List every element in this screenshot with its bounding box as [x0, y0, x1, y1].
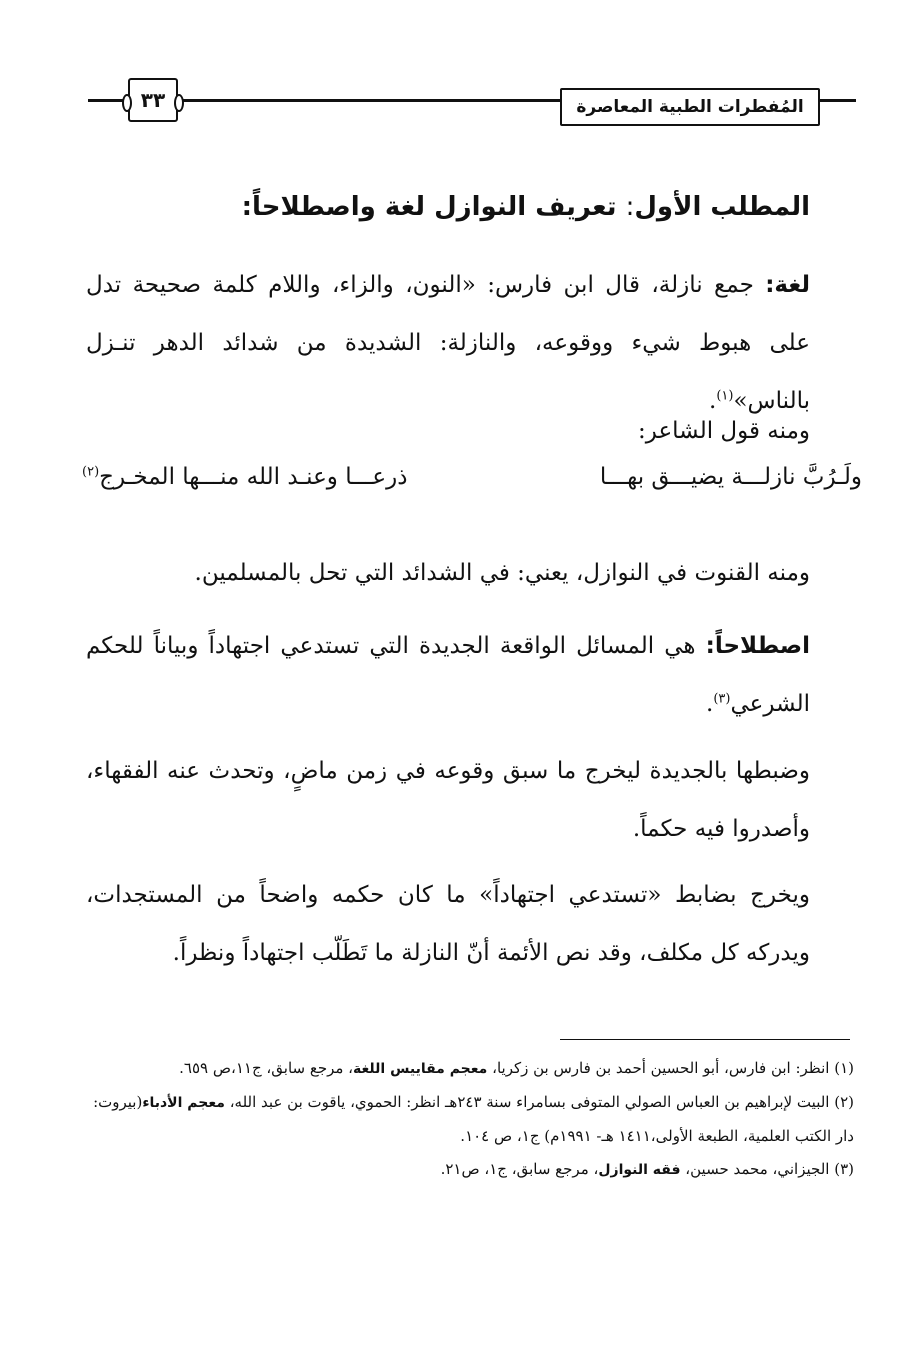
paragraph-yakhruj — [86, 866, 810, 982]
footnote-separator — [560, 1039, 850, 1040]
page-number — [128, 78, 178, 122]
footnote-ref: (٣) — [713, 691, 731, 707]
heading-separator: : — [625, 192, 635, 222]
header-rule — [820, 99, 856, 102]
istilah-text: هي المسائل الواقعة الجديدة التي تستدعي اجتهاداً وبياناً للحكم الشرعي — [86, 633, 810, 717]
footnote-text: ، مرجع سابق، ج١، ص٢١. — [440, 1160, 599, 1178]
footnote-text: (٢) البيت لإبراهيم بن العباس الصولي المتوفى بسامراء سنة ٢٤٣هـ انظر: الحموي، ياقوت بن عبد الله، — [224, 1093, 854, 1111]
poem-hemistich-second — [82, 464, 408, 490]
section-heading — [242, 192, 810, 222]
poem-hemistich-first — [600, 464, 862, 490]
paragraph-qunut — [86, 544, 810, 602]
footnote-text: (٣) الجيزاني، محمد حسين، — [680, 1160, 854, 1178]
footnotes — [80, 1052, 854, 1187]
running-title-text: المُفطرات الطبية المعاصرة — [576, 97, 804, 117]
footnote-text: (١) انظر: ابن فارس، أبو الحسين أحمد بن فارس بن زكريا، — [487, 1059, 854, 1077]
footnote-ref: (٢) — [82, 464, 100, 480]
footnote-3 — [80, 1153, 854, 1187]
lugha-label: لغة: — [765, 272, 810, 298]
poem-second-text: ذرعـــا وعنـد الله منـــها المخـرج — [99, 464, 408, 490]
paragraph-istilah — [86, 617, 810, 733]
lugha-text: جمع نازلة، قال ابن فارس: «النون، والزاء، واللام كلمة صحيحة تدل على هبوط شيء ووقوعه، والنازلة: الشديدة من شدائد الدهر تنـزل بالناس» — [86, 272, 810, 414]
paragraph-poet-intro — [86, 402, 810, 460]
poet-intro: ومنه قول الشاعر: — [638, 418, 810, 444]
lugha-end: . — [709, 388, 717, 414]
footnote-source-title: معجم مقاييس اللغة — [353, 1061, 488, 1077]
istilah-label: اصطلاحاً: — [705, 633, 811, 659]
footnote-ref: (١) — [716, 388, 734, 404]
footnote-source-title: فقه النوازل — [598, 1162, 681, 1178]
footnote-text: (بيروت: دار الكتب العلمية، الطبعة الأولى،١٤١١ هـ- ١٩٩١م) ج١، ص ١٠٤. — [93, 1093, 854, 1145]
footnote-1 — [80, 1052, 854, 1086]
page-number-text: ٣٣ — [140, 88, 166, 112]
header-rule — [178, 99, 560, 102]
heading-title: تعريف النوازل لغة واصطلاحاً: — [241, 192, 617, 222]
dabt-text: وضبطها بالجديدة ليخرج ما سبق وقوعه في زمن ماضٍ، وتحدث عنه الفقهاء، وأصدروا فيه حكماً. — [86, 758, 810, 842]
yakhruj-text: ويخرج بضابط «تستدعي اجتهاداً» ما كان حكمه واضحاً من المستجدات، ويدركه كل مكلف، وقد نص الأئمة أنّ النازلة ما تَطَلّب اجتهاداً ونظراً. — [86, 882, 810, 966]
poem-first-text: ولَـرُبَّ نازلـــة يضيـــق بهـــا — [599, 464, 862, 490]
istilah-end: . — [706, 691, 714, 717]
footnote-text: ، مرجع سابق، ج١١،ص ٦٥٩. — [179, 1059, 354, 1077]
qunut-text: ومنه القنوت في النوازل، يعني: في الشدائد التي تحل بالمسلمين. — [194, 560, 810, 586]
running-title — [560, 88, 820, 126]
paragraph-dabt — [86, 742, 810, 858]
footnote-source-title: معجم الأدباء — [142, 1095, 225, 1111]
footnote-2 — [80, 1086, 854, 1153]
heading-label: المطلب الأول — [634, 192, 810, 222]
